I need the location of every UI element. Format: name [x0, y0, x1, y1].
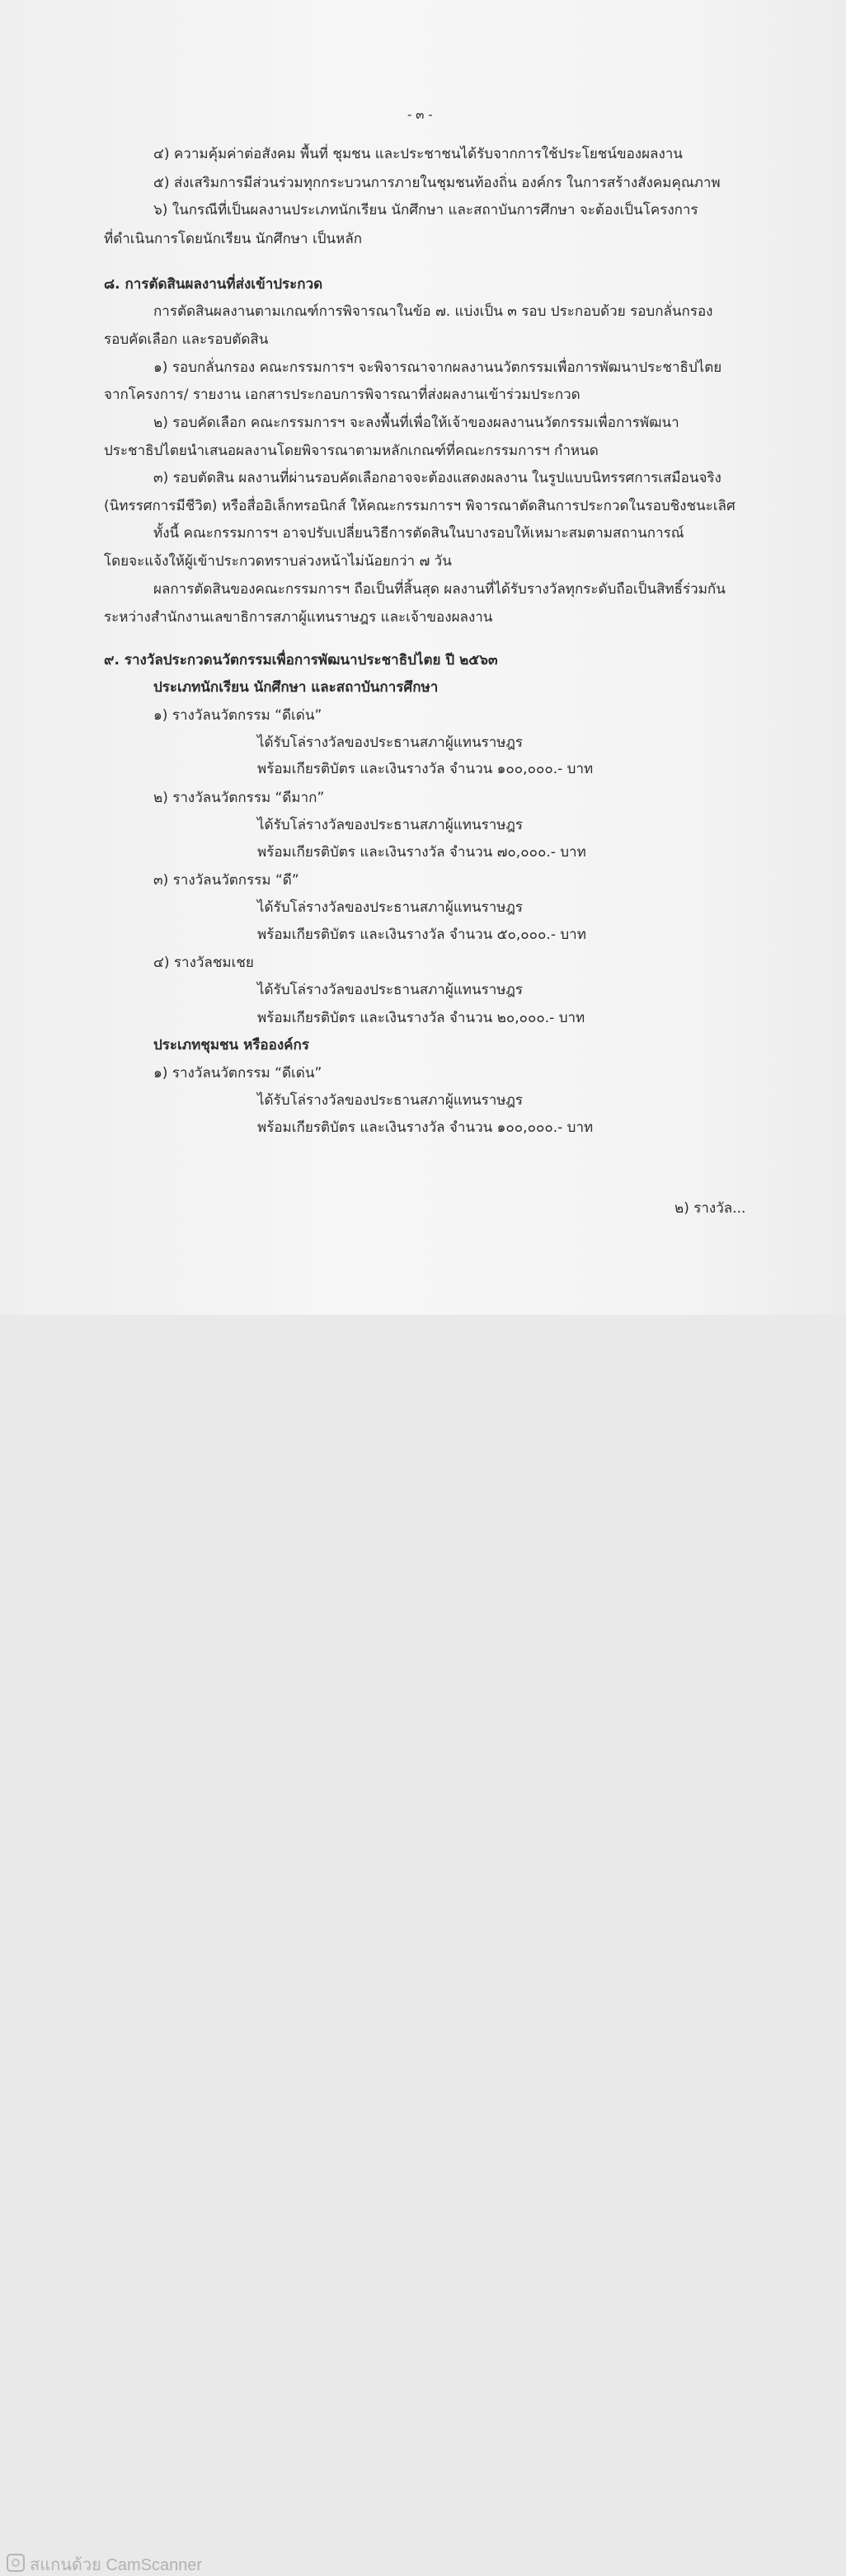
result-note-cont: ระหว่างสำนักงานเลขาธิการสภาผู้แทนราษฎร และเจ้าของผลงาน — [104, 609, 493, 626]
award-outstanding-shield: ได้รับโล่รางวัลของประธานสภาผู้แทนราษฎร — [257, 734, 524, 751]
page-number: - ๓ - — [407, 107, 433, 122]
award-honorable-shield: ได้รับโล่รางวัลของประธานสภาผู้แทนราษฎร — [257, 982, 524, 998]
award-honorable-prize: พร้อมเกียรติบัตร และเงินรางวัล จำนวน ๒๐,๐๐๐.- บาท — [257, 1010, 585, 1026]
community-award-outstanding-prize: พร้อมเกียรติบัตร และเงินรางวัล จำนวน ๑๐๐,๐๐๐.- บาท — [257, 1119, 594, 1136]
round-3: ๓) รอบตัดสิน ผลงานที่ผ่านรอบคัดเลือกอาจจะต้องแสดงผลงาน ในรูปแบบนิทรรศการเสมือนจริง — [153, 470, 721, 486]
category-students-heading: ประเภทนักเรียน นักศึกษา และสถาบันการศึกษา — [153, 679, 439, 696]
criterion-6-cont: ที่ดำเนินการโดยนักเรียน นักศึกษา เป็นหลัก — [104, 231, 363, 247]
criterion-6: ๖) ในกรณีที่เป็นผลงานประเภทนักเรียน นักศึกษา และสถาบันการศึกษา จะต้องเป็นโครงการ — [153, 202, 698, 218]
result-note: ผลการตัดสินของคณะกรรมการฯ ถือเป็นที่สิ้นสุด ผลงานที่ได้รับรางวัลทุกระดับถือเป็นสิทธิ์ร่วมกัน — [153, 581, 726, 598]
scanner-watermark: สแกนด้วย CamScanner — [30, 2556, 203, 2574]
section-8-heading: ๘. การตัดสินผลงานที่ส่งเข้าประกวด — [104, 276, 323, 293]
round-1-cont: จากโครงการ/ รายงาน เอกสารประกอบการพิจารณาที่ส่งผลงานเข้าร่วมประกวด — [104, 387, 580, 403]
camscanner-logo-icon — [7, 2554, 25, 2572]
award-very-good-shield: ได้รับโล่รางวัลของประธานสภาผู้แทนราษฎร — [257, 817, 524, 833]
award-honorable: ๔) รางวัลชมเชย — [153, 955, 254, 971]
section-8-intro-cont: รอบคัดเลือก และรอบตัดสิน — [104, 331, 269, 348]
section-8-intro: การตัดสินผลงานตามเกณฑ์การพิจารณาในข้อ ๗. แบ่งเป็น ๓ รอบ ประกอบด้วย รอบกลั่นกรอง — [153, 303, 713, 320]
criterion-5: ๕) ส่งเสริมการมีส่วนร่วมทุกกระบวนการภายในชุมชนท้องถิ่น องค์กร ในการสร้างสังคมคุณภาพ — [153, 175, 721, 191]
award-outstanding: ๑) รางวัลนวัตกรรม “ดีเด่น” — [153, 707, 322, 724]
adjustment-note: ทั้งนี้ คณะกรรมการฯ อาจปรับเปลี่ยนวิธีการตัดสินในบางรอบให้เหมาะสมตามสถานการณ์ — [153, 525, 684, 542]
round-3-cont: (นิทรรศการมีชีวิต) หรือสื่ออิเล็กทรอนิกส์ ให้คณะกรรมการฯ พิจารณาตัดสินการประกวดในรอบชิงชนะเลิศ — [104, 498, 736, 514]
award-good-prize: พร้อมเกียรติบัตร และเงินรางวัล จำนวน ๕๐,๐๐๐.- บาท — [257, 927, 586, 943]
award-very-good-prize: พร้อมเกียรติบัตร และเงินรางวัล จำนวน ๗๐,๐๐๐.- บาท — [257, 844, 586, 861]
round-2-cont: ประชาธิปไตยนำเสนอผลงานโดยพิจารณาตามหลักเกณฑ์ที่คณะกรรมการฯ กำหนด — [104, 443, 599, 459]
award-very-good: ๒) รางวัลนวัตกรรม “ดีมาก” — [153, 790, 325, 806]
round-2: ๒) รอบคัดเลือก คณะกรรมการฯ จะลงพื้นที่เพื่อให้เจ้าของผลงานนวัตกรรมเพื่อการพัฒนา — [153, 415, 679, 431]
continuation-marker: ๒) รางวัล... — [674, 1200, 746, 1217]
round-1: ๑) รอบกลั่นกรอง คณะกรรมการฯ จะพิจารณาจากผลงานนวัตกรรมเพื่อการพัฒนาประชาธิปไตย — [153, 359, 722, 376]
adjustment-note-cont: โดยจะแจ้งให้ผู้เข้าประกวดทราบล่วงหน้าไม่น้อยกว่า ๗ วัน — [104, 553, 452, 570]
award-good: ๓) รางวัลนวัตกรรม “ดี” — [153, 872, 299, 889]
scanner-footer — [0, 1274, 846, 2574]
award-good-shield: ได้รับโล่รางวัลของประธานสภาผู้แทนราษฎร — [257, 899, 524, 916]
section-9-heading: ๙. รางวัลประกวดนวัตกรรมเพื่อการพัฒนาประชาธิปไตย ปี ๒๕๖๓ — [104, 652, 498, 669]
criterion-4: ๔) ความคุ้มค่าต่อสังคม พื้นที่ ชุมชน และประชาชนได้รับจากการใช้ประโยชน์ของผลงาน — [153, 146, 683, 162]
community-award-outstanding-shield: ได้รับโล่รางวัลของประธานสภาผู้แทนราษฎร — [257, 1092, 524, 1109]
community-award-outstanding: ๑) รางวัลนวัตกรรม “ดีเด่น” — [153, 1065, 322, 1082]
award-outstanding-prize: พร้อมเกียรติบัตร และเงินรางวัล จำนวน ๑๐๐,๐๐๐.- บาท — [257, 761, 594, 777]
category-community-heading: ประเภทชุมชน หรือองค์กร — [153, 1037, 309, 1053]
